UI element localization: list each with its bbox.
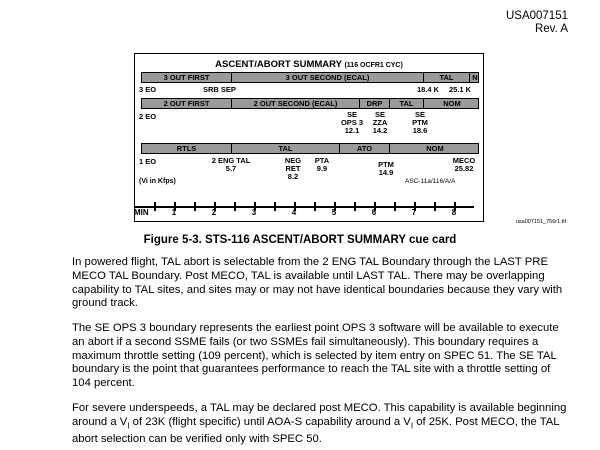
seg-3-out-first: 3 OUT FIRST [142,73,232,82]
image-file-name: usa007151_756r1.tif [515,219,566,225]
label-25-1k: 25.1 K [449,85,472,94]
paragraph-se-ops3: The SE OPS 3 boundary represents the earliest point OPS 3 software will be available to execute an abort if a second SSME fails (or two SSMEs fail simultaneously). This boundary requires a maximum throttle setting (109 percent), which is selected by item entry on SPEC 51. The SE TAL boundary is the point that guarantees performance to reach the TAL site with a throttle setting of 104 percent. [72,322,559,390]
label-3eo: 3 EO [139,85,157,94]
label-ptm: PTM 14.9 [378,160,394,177]
seg-2-drp: DRP [360,99,390,108]
axis-tick-label: 6 [371,208,377,217]
label-2-eng-tal: 2 ENG TAL 5.7 [211,156,251,173]
seg-2-nom: NOM [443,99,461,108]
label-se-ops3: SE OPS 3 12.1 [340,110,364,135]
paragraph-tal-abort: In powered flight, TAL abort is selectable from the 2 ENG TAL Boundary through the LAST PRE MECO TAL Boundary. Post MECO, TAL is available until LAST TAL. There may be overlapping capability to TAL sites, and sites may or may not have identical boundaries because they vary with ground track. [72,256,563,310]
seg-2-out-first: 2 OUT FIRST [142,99,232,108]
seg-2-tal: TAL [390,99,424,108]
label-1eo: 1 EO [139,157,157,166]
document-number: USA007151 [505,10,568,22]
axis-tick [194,202,196,211]
card-title-sub: (116 OCFR1 CYC) [344,62,403,69]
seg-3-out-second: 3 OUT SECOND (ECAL) [232,73,424,82]
card-title-main: ASCENT/ABORT SUMMARY [215,59,342,70]
label-meco: MECO 25.82 [452,156,476,173]
seg-3-n: N [472,73,478,82]
axis-tick [354,202,356,211]
seg-1-ato: ATO [340,144,390,153]
axis-tick-label: 2 [211,208,217,217]
label-se-ptm: SE PTM 18.6 [412,110,428,135]
time-axis [134,196,474,220]
axis-tick-label: 3 [251,208,257,217]
seg-1-tal: TAL [232,144,340,153]
label-pta: PTA 9.9 [314,156,330,173]
axis-tick [274,202,276,211]
figure-caption: Figure 5-3. STS-116 ASCENT/ABORT SUMMARY cue card [143,234,457,246]
bar-2eo [141,98,479,109]
card-title [135,59,483,70]
paragraph-underspeed: For severe underspeeds, a TAL may be declared post MECO. This capability is available beginning around a $V_I$ of 23K (flight specific) until AOA-S capability around a $V_I$ of 25K. Post MECO, the TAL abort selection can be verified only with SPEC 50. [72,402,567,445]
document-id [506,10,568,36]
label-neg-ret: NEG RET 8.2 [284,156,302,181]
axis-tick-label: 4 [291,208,297,217]
axis-tick [314,202,316,211]
document-revision: Rev. A [534,23,568,35]
label-18-4k: 18.4 K [417,85,440,94]
axis-tick [434,202,436,211]
label-vi-kfps: (Vi in Kfps) [139,178,176,185]
axis-tick-label: 7 [411,208,417,217]
seg-3-tal: TAL [424,73,470,82]
axis-tick [154,202,156,211]
label-card-ref: ASC-11a/116/A/A [405,178,456,185]
seg-1-rtls: RTLS [142,144,232,153]
bar-3eo [141,72,479,83]
bar-1eo [141,143,479,154]
axis-min-label: MIN [134,208,149,217]
label-2eo: 2 EO [139,112,157,121]
seg-2-out-second: 2 OUT SECOND (ECAL) [232,99,360,108]
axis-tick-label: 1 [171,208,177,217]
axis-tick-label: 5 [331,208,337,217]
axis-tick-label: 8 [451,208,457,217]
axis-tick [394,202,396,211]
seg-1-nom: NOM [426,144,444,153]
label-srb-sep: SRB SEP [203,85,236,94]
axis-tick [234,202,236,211]
label-se-zza: SE ZZA 14.2 [372,110,388,135]
